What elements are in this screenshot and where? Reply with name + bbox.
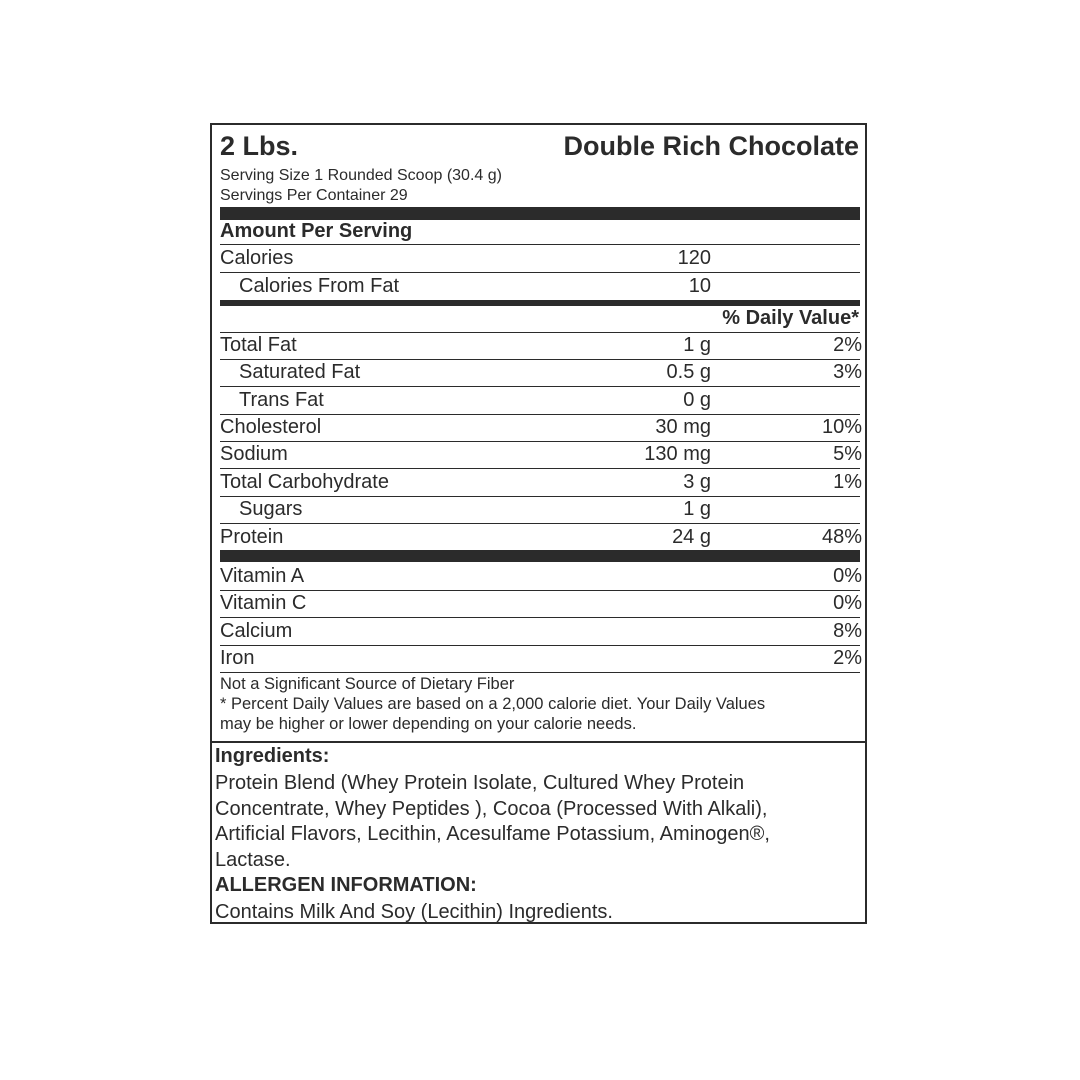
- nutrient-name: Sodium: [220, 443, 288, 465]
- nutrient-daily-value: 3%: [833, 361, 862, 383]
- nutrient-amount: 1 g: [683, 498, 711, 520]
- servings-per-container: Servings Per Container 29: [220, 187, 408, 204]
- container-size: 2 Lbs.: [220, 131, 299, 161]
- daily-value-footnote: * Percent Daily Values are based on a 2,000 calorie diet. Your Daily Values: [220, 695, 766, 713]
- daily-value-footnote: may be higher or lower depending on your calorie needs.: [220, 715, 637, 733]
- nutrition-label: [210, 123, 867, 924]
- nutrient-row: [220, 496, 860, 523]
- nutrient-amount: 0 g: [683, 389, 711, 411]
- vitamin-daily-value: 2%: [833, 647, 862, 669]
- nutrient-name: Total Carbohydrate: [220, 471, 389, 493]
- calories-label: Calories: [220, 247, 294, 269]
- ingredients-line: Concentrate, Whey Peptides ), Cocoa (Processed With Alkali),: [215, 797, 768, 820]
- nutrient-name: Total Fat: [220, 334, 297, 356]
- nutrient-name: Trans Fat: [239, 389, 324, 411]
- nutrient-amount: 3 g: [683, 471, 711, 493]
- nutrient-row: [220, 524, 860, 551]
- nutrient-name: Protein: [220, 526, 284, 548]
- calories-from-fat-value: 10: [688, 275, 711, 297]
- divider: [220, 672, 860, 673]
- vitamin-row: [220, 618, 860, 645]
- vitamin-daily-value: 8%: [833, 620, 862, 642]
- nutrient-row: [220, 332, 860, 359]
- nutrient-row: [220, 441, 860, 468]
- nutrition-facts-panel: [212, 125, 865, 741]
- nutrient-amount: 24 g: [672, 526, 711, 548]
- nutrient-row: [220, 469, 860, 496]
- ingredients-section: [212, 741, 865, 924]
- ingredients-heading: Ingredients:: [215, 745, 330, 767]
- vitamin-row: [220, 645, 860, 672]
- thick-divider: [220, 207, 860, 220]
- allergen-heading: ALLERGEN INFORMATION:: [215, 874, 477, 896]
- vitamin-row: [220, 590, 860, 617]
- vitamin-name: Vitamin C: [220, 592, 307, 614]
- nutrient-daily-value: 1%: [833, 471, 862, 493]
- ingredients-line: Protein Blend (Whey Protein Isolate, Cultured Whey Protein: [215, 772, 745, 794]
- vitamin-name: Calcium: [220, 620, 293, 642]
- flavor-name: Double Rich Chocolate: [563, 131, 859, 161]
- calories-row: [220, 245, 860, 272]
- nutrient-row: [220, 414, 860, 441]
- calories-value: 120: [677, 247, 711, 269]
- vitamin-daily-value: 0%: [833, 565, 862, 587]
- serving-size: Serving Size 1 Rounded Scoop (30.4 g): [220, 167, 502, 184]
- ingredients-line: Lactase.: [215, 848, 291, 871]
- calories-from-fat-label: Calories From Fat: [239, 275, 400, 297]
- ingredients-line: Artificial Flavors, Lecithin, Acesulfame Potassium, Aminogen®,: [215, 823, 770, 845]
- allergen-text: Contains Milk And Soy (Lecithin) Ingredients.: [215, 901, 613, 923]
- vitamin-row: [220, 563, 860, 590]
- nutrient-amount: 130 mg: [644, 443, 711, 465]
- nutrient-name: Sugars: [239, 498, 303, 520]
- nutrient-daily-value: 5%: [833, 443, 862, 465]
- nutrient-name: Cholesterol: [220, 416, 322, 438]
- nutrient-amount: 1 g: [683, 334, 711, 356]
- calories-from-fat-row: [220, 273, 860, 300]
- nutrient-row: [220, 387, 860, 414]
- nutrient-daily-value: 48%: [821, 526, 862, 548]
- thick-divider: [220, 550, 860, 562]
- nutrient-amount: 0.5 g: [666, 361, 711, 383]
- vitamin-daily-value: 0%: [833, 592, 862, 614]
- vitamin-name: Vitamin A: [220, 565, 305, 587]
- fiber-note: Not a Significant Source of Dietary Fiber: [220, 675, 515, 693]
- amount-per-serving-heading: Amount Per Serving: [220, 220, 413, 242]
- nutrient-row: [220, 359, 860, 386]
- medium-divider: [220, 300, 860, 306]
- nutrient-amount: 30 mg: [655, 416, 711, 438]
- nutrient-daily-value: 2%: [833, 334, 862, 356]
- vitamin-name: Iron: [220, 647, 255, 669]
- nutrient-daily-value: 10%: [821, 416, 862, 438]
- nutrient-name: Saturated Fat: [239, 361, 361, 383]
- daily-value-header: % Daily Value*: [722, 307, 859, 329]
